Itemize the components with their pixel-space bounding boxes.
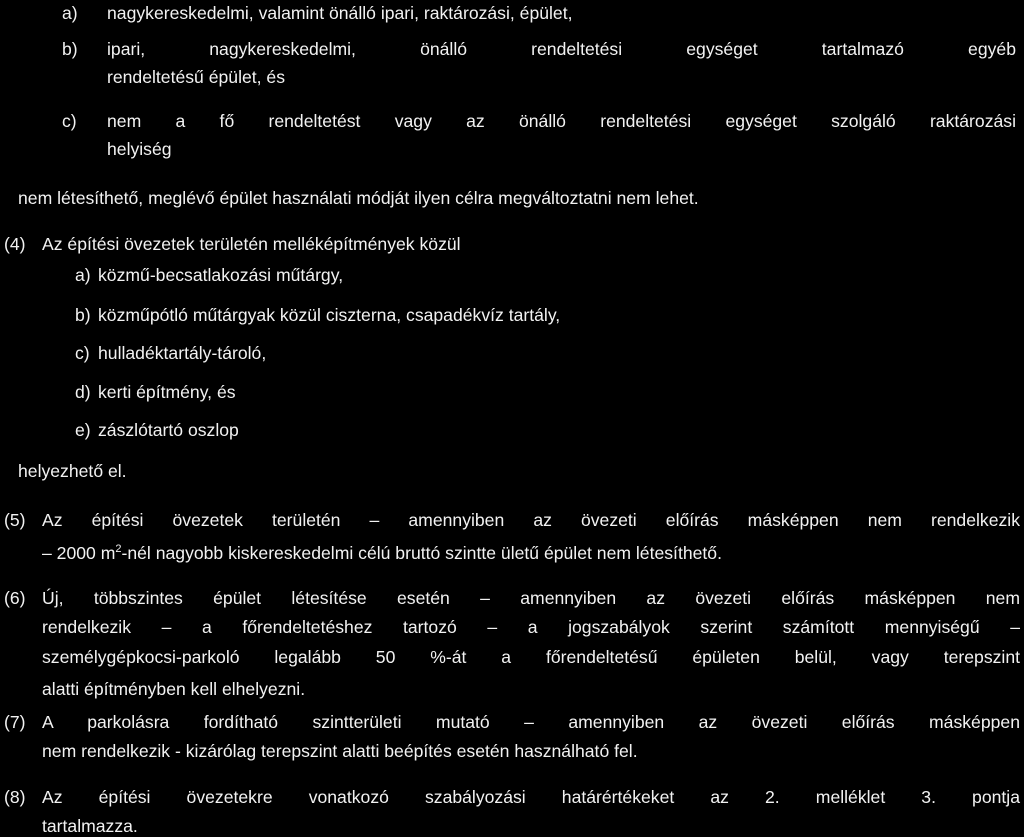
section-number: (7) xyxy=(4,712,26,732)
item-text-continued: helyiség xyxy=(107,139,172,159)
item-marker: a) xyxy=(62,3,78,23)
list-marker: a) xyxy=(75,265,91,285)
paragraph-line: A parkolásra fordítható szintterületi mutató – amennyiben az övezeti előírás másképpen xyxy=(42,712,1020,732)
section-number: (5) xyxy=(4,510,26,530)
list-marker: c) xyxy=(75,343,90,363)
paragraph-line xyxy=(42,542,722,564)
line-text: – 2000 m xyxy=(42,543,116,563)
item-text: ipari, nagykereskedelmi, önálló rendeltetési egységet tartalmazó egyéb xyxy=(107,39,1016,59)
item-text: nem a fő rendeltetést vagy az önálló rendeltetési egységet szolgáló raktározási xyxy=(107,111,1016,131)
superscript: 2 xyxy=(115,543,122,555)
list-item: zászlótartó oszlop xyxy=(98,420,239,440)
paragraph-line: nem rendelkezik - kizárólag terepszint alatti beépítés esetén használható fel. xyxy=(42,741,638,761)
item-marker: b) xyxy=(62,39,78,59)
section-3-closing: nem létesíthető, meglévő épület használati módját ilyen célra megváltoztatni nem lehet. xyxy=(18,188,699,208)
list-item: hulladéktartály-tároló, xyxy=(98,343,267,363)
paragraph-line: személygépkocsi-parkoló legalább 50 %-át a főrendeltetésű épületen belül, vagy terepszint xyxy=(42,647,1020,667)
section-number: (4) xyxy=(4,234,26,254)
item-marker: c) xyxy=(62,111,77,131)
paragraph-line: Új, többszintes épület létesítése esetén – amennyiben az övezeti előírás másképpen nem xyxy=(42,588,1020,608)
paragraph-line: alatti építményben kell elhelyezni. xyxy=(42,679,306,699)
list-item: közműpótló műtárgyak közül ciszterna, csapadékvíz tartály, xyxy=(98,305,561,325)
paragraph-line: Az építési övezetek területén – amennyiben az övezeti előírás másképpen nem rendelkezik xyxy=(42,510,1020,530)
paragraph-line: rendelkezik – a főrendeltetéshez tartozó – a jogszabályok szerint számított mennyiségű – xyxy=(42,617,1020,637)
list-marker: b) xyxy=(75,305,91,325)
paragraph-line: Az építési övezetekre vonatkozó szabályozási határértékeket az 2. melléklet 3. pontja xyxy=(42,787,1020,807)
item-text-continued: rendeltetésű épület, és xyxy=(107,67,286,87)
section-number: (8) xyxy=(4,787,26,807)
list-item: közmű-becsatlakozási műtárgy, xyxy=(98,265,344,285)
line-text: -nél nagyobb kiskereskedelmi célú bruttó szintte ületű épület nem létesíthető. xyxy=(121,543,722,563)
item-text: nagykereskedelmi, valamint önálló ipari, raktározási, épület, xyxy=(107,3,573,23)
list-marker: d) xyxy=(75,382,91,402)
section-intro: Az építési övezetek területén melléképítmények közül xyxy=(42,234,461,254)
list-item: kerti építmény, és xyxy=(98,382,236,402)
list-marker: e) xyxy=(75,420,91,440)
section-number: (6) xyxy=(4,588,26,608)
paragraph-line: tartalmazza. xyxy=(42,816,138,836)
section-closing: helyezhető el. xyxy=(18,461,127,481)
